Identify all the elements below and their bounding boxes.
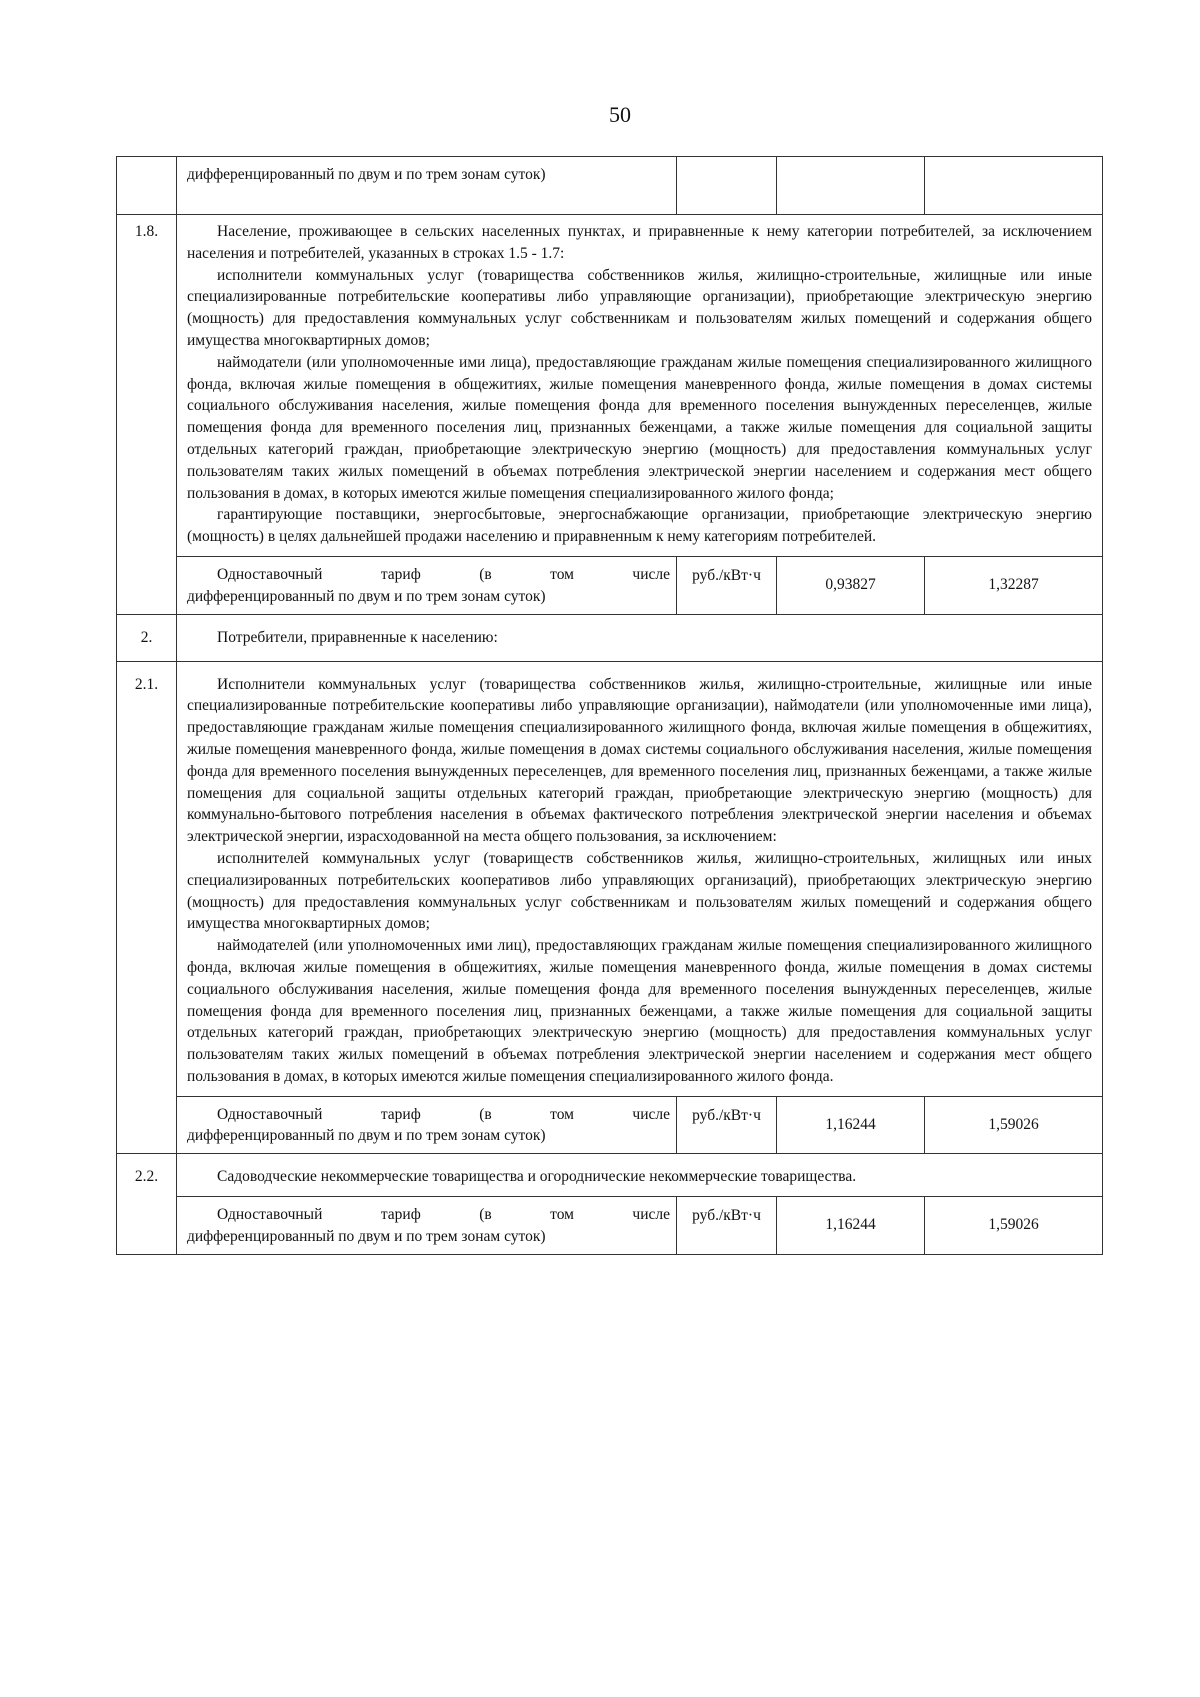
- table-row: [117, 1154, 1103, 1197]
- tariff-name-cell: [177, 1197, 677, 1255]
- category-description-cell: [177, 661, 1103, 1096]
- unit-cell: руб./кВт·ч: [677, 556, 777, 614]
- tariff-name-cell: [177, 1096, 677, 1154]
- value-cell: [925, 157, 1103, 215]
- unit-cell: [677, 157, 777, 215]
- table-row: [117, 614, 1103, 661]
- description-paragraph: наймодателей (или уполномоченных ими лиц), предоставляющих гражданам жилые помещения специализированного жилищного фонда, включая жилые помещения в общежитиях, жилые помещения маневренного фонда, жилые помещения в домах системы социального обслуживания населения, жилые помещения фонда для временного поселения вынужденных переселенцев, жилые помещения фонда для временного поселения лиц, признанных беженцами, а также жилые помещения для социальной защиты отдельных категорий граждан, приобретающих электрическую энергию (мощность) для предоставления коммунальных услуг пользователям таких жилых помещений в объемах потребления электрической энергии населением и содержания мест общего пользования в домах, в которых имеются жилые помещения специализированного жилого фонда.: [187, 937, 1092, 1085]
- category-description-cell: [177, 1154, 1103, 1197]
- category-description-cell: [177, 614, 1103, 661]
- table-row: [117, 215, 1103, 557]
- value-cell-second-half: 1,59026: [925, 1197, 1103, 1255]
- description-paragraph: гарантирующие поставщики, энергосбытовые, энергоснабжающие организации, приобретающие электрическую энергию (мощность) в целях дальнейшей продажи населению и приравненным к нему категориям потребителей.: [187, 506, 1092, 546]
- description-paragraph: Садоводческие некоммерческие товарищества и огороднические некоммерческие товарищества.: [217, 1168, 857, 1186]
- value-cell-second-half: 1,59026: [925, 1096, 1103, 1154]
- table-row: [117, 1096, 1103, 1154]
- value-cell-first-half: 0,93827: [777, 556, 925, 614]
- tariff-name-line: Одноставочный тариф (в том числе: [217, 1206, 670, 1224]
- description-paragraph: Исполнители коммунальных услуг (товарищества собственников жилья, жилищно-строительные, жилищные или иные специализированные потребительские кооперативы либо управляющие организации), наймодатели (или уполномоченные ими лица), предоставляющие гражданам жилые помещения специализированного жилищного фонда, включая жилые помещения в общежитиях, жилые помещения маневренного фонда, жилые помещения в домах системы социального обслуживания населения, жилые помещения фонда для временного поселения вынужденных переселенцев, для временного поселения лиц, признанных беженцами, а также жилые помещения для социальной защиты отдельных категорий граждан, приобретающие электрическую энергию (мощность) для коммунально-бытового потребления населения в объемах фактического потребления электрической энергии населения и объемах электрической энергии, израсходованной на места общего пользования, за исключением:: [187, 675, 1092, 846]
- tariff-name-line: дифференцированный по двум и по трем зонам суток): [187, 1227, 546, 1245]
- tariff-name-cell: [177, 556, 677, 614]
- tariff-name-line: Одноставочный тариф (в том числе: [217, 1105, 670, 1123]
- value-cell-first-half: 1,16244: [777, 1197, 925, 1255]
- category-description-cell: [177, 215, 1103, 557]
- tariff-name-line: дифференцированный по двум и по трем зонам суток): [187, 1127, 546, 1145]
- value-cell-first-half: 1,16244: [777, 1096, 925, 1154]
- description-paragraph: исполнители коммунальных услуг (товарищества собственников жилья, жилищно-строительные, жилищные или иные специализированные потребительские кооперативы либо управляющие организации), приобретающие электрическую энергию (мощность) для предоставления коммунальных услуг собственникам и пользователям жилых помещений и содержания общего имущества многоквартирных домов;: [187, 266, 1092, 349]
- tariff-name-line: Одноставочный тариф (в том числе: [217, 565, 670, 583]
- description-paragraph: исполнителей коммунальных услуг (товариществ собственников жилья, жилищно-строительных, жилищных или иных специализированных потребительских кооперативов либо управляющих организаций), приобретающих электрическую энергию (мощность) для предоставления коммунальных услуг собственникам и пользователям жилых помещений и содержания общего имущества многоквартирных домов;: [187, 849, 1092, 933]
- tariff-name-text: дифференцированный по двум и по трем зонам суток): [187, 166, 546, 183]
- table-row: [117, 556, 1103, 614]
- row-number-cell: 1.8.: [117, 215, 177, 615]
- unit-cell: руб./кВт·ч: [677, 1197, 777, 1255]
- row-number-cell: 2.: [117, 614, 177, 661]
- description-paragraph: Потребители, приравненные к населению:: [217, 628, 498, 646]
- table-row: [117, 1197, 1103, 1255]
- table-row: [117, 661, 1103, 1096]
- row-number-cell: [117, 157, 177, 215]
- description-paragraph: наймодатели (или уполномоченные ими лица), предоставляющие гражданам жилые помещения специализированного жилищного фонда, включая жилые помещения в общежитиях, жилые помещения маневренного фонда, жилые помещения в домах системы социального обслуживания населения, жилые помещения фонда для временного поселения вынужденных переселенцев, жилые помещения фонда для временного поселения лиц, признанных беженцами, а также жилые помещения для социальной защиты отдельных категорий граждан, приобретающие электрическую энергию (мощность) для предоставления коммунальных услуг пользователям таких жилых помещений в объемах потребления электрической энергии населением и содержания мест общего пользования в домах, в которых имеются жилые помещения специализированного жилого фонда;: [187, 353, 1092, 502]
- unit-cell: руб./кВт·ч: [677, 1096, 777, 1154]
- row-number-cell: 2.1.: [117, 661, 177, 1154]
- description-paragraph: Население, проживающее в сельских населенных пунктах, и приравненные к нему категории потребителей, за исключением населения и потребителей, указанных в строках 1.5 - 1.7:: [187, 223, 1092, 262]
- value-cell: [777, 157, 925, 215]
- tariff-table: [116, 156, 1103, 1255]
- table-row: [117, 157, 1103, 215]
- value-cell-second-half: 1,32287: [925, 556, 1103, 614]
- row-number-cell: 2.2.: [117, 1154, 177, 1254]
- page-number: 50: [609, 102, 631, 127]
- tariff-name-cell: [177, 157, 677, 215]
- tariff-name-line: дифференцированный по двум и по трем зонам суток): [187, 587, 546, 605]
